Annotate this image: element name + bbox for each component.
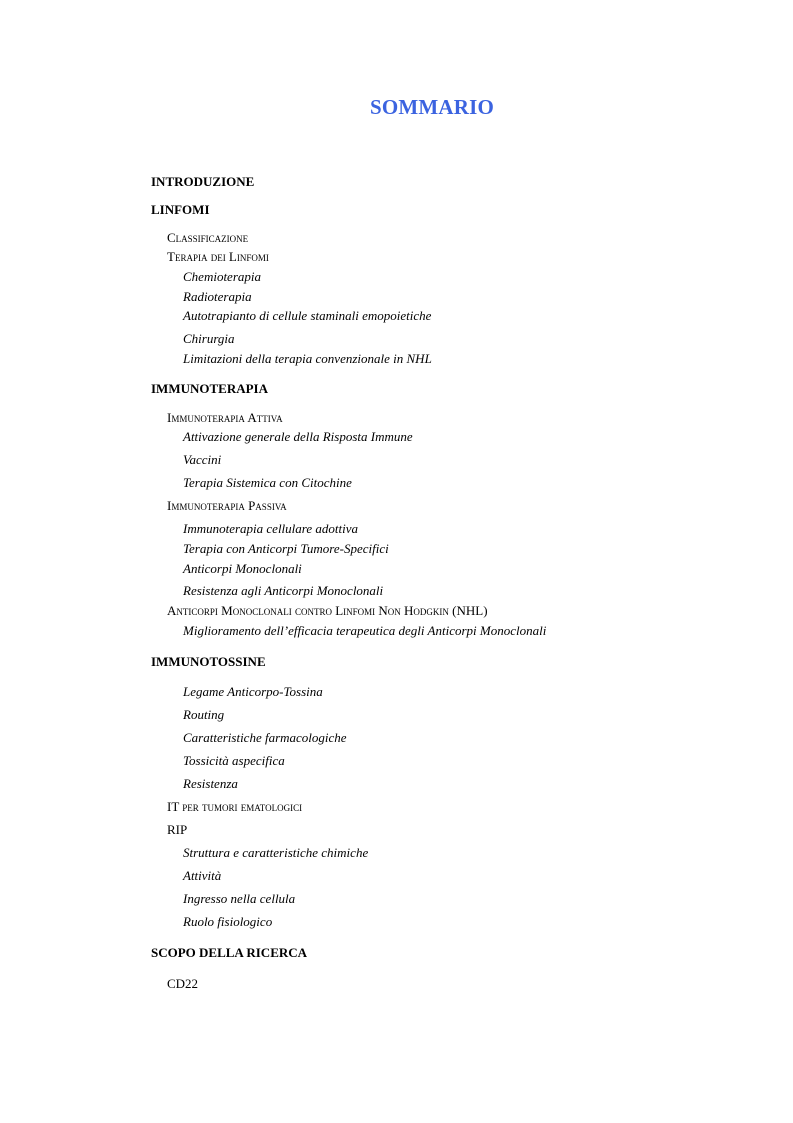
page-title: SOMMARIO bbox=[369, 95, 495, 119]
toc-subsection-classificazione[interactable]: Classificazione bbox=[167, 230, 249, 245]
toc-item-resistenza[interactable]: Resistenza bbox=[183, 776, 238, 791]
toc-subsection-terapia-linfomi[interactable]: Terapia dei Linfomi bbox=[167, 249, 269, 264]
toc-section-immunotossine[interactable]: IMMUNOTOSSINE bbox=[151, 654, 266, 669]
toc-item-terapia-anticorpi[interactable]: Terapia con Anticorpi Tumore-Specifici bbox=[183, 541, 389, 556]
toc-subsection-cd22[interactable]: CD22 bbox=[167, 976, 199, 991]
toc-item-attivazione[interactable]: Attivazione generale della Risposta Immune bbox=[183, 429, 413, 444]
toc-item-attivita[interactable]: Attività bbox=[183, 868, 222, 883]
toc-item-terapia-sistemica[interactable]: Terapia Sistemica con Citochine bbox=[183, 475, 352, 490]
toc-item-vaccini[interactable]: Vaccini bbox=[183, 452, 222, 467]
toc-section-linfomi[interactable]: LINFOMI bbox=[151, 202, 210, 217]
toc-item-chirurgia[interactable]: Chirurgia bbox=[183, 331, 235, 346]
toc-item-caratteristiche-farmacologiche[interactable]: Caratteristiche farmacologiche bbox=[183, 730, 347, 745]
toc-item-routing[interactable]: Routing bbox=[183, 707, 225, 722]
toc-item-legame[interactable]: Legame Anticorpo-Tossina bbox=[183, 684, 323, 699]
toc-section-immunoterapia[interactable]: IMMUNOTERAPIA bbox=[151, 381, 268, 396]
toc-item-chemioterapia[interactable]: Chemioterapia bbox=[183, 269, 261, 284]
toc-item-immunoterapia-cellulare[interactable]: Immunoterapia cellulare adottiva bbox=[183, 521, 358, 536]
toc-item-limitazioni[interactable]: Limitazioni della terapia convenzionale in NHL bbox=[183, 351, 432, 366]
toc-item-anticorpi-monoclonali[interactable]: Anticorpi Monoclonali bbox=[183, 561, 302, 576]
toc-subsection-immunoterapia-attiva[interactable]: Immunoterapia Attiva bbox=[167, 410, 283, 425]
toc-item-tossicita[interactable]: Tossicità aspecifica bbox=[183, 753, 285, 768]
toc-section-scopo[interactable]: SCOPO DELLA RICERCA bbox=[151, 945, 308, 960]
toc-subsection-anticorpi-nhl[interactable]: Anticorpi Monoclonali contro Linfomi Non Hodgkin (NHL) bbox=[167, 603, 488, 618]
toc-item-ruolo[interactable]: Ruolo fisiologico bbox=[183, 914, 273, 929]
toc-subsection-it-tumori[interactable]: IT per tumori ematologici bbox=[167, 799, 303, 814]
toc-item-radioterapia[interactable]: Radioterapia bbox=[183, 289, 252, 304]
toc-item-miglioramento[interactable]: Miglioramento dell’efficacia terapeutica degli Anticorpi Monoclonali bbox=[183, 623, 547, 638]
toc-item-resistenza-anticorpi[interactable]: Resistenza agli Anticorpi Monoclonali bbox=[183, 583, 384, 598]
toc-item-ingresso[interactable]: Ingresso nella cellula bbox=[183, 891, 296, 906]
toc-subsection-rip[interactable]: RIP bbox=[167, 822, 188, 837]
toc-item-struttura[interactable]: Struttura e caratteristiche chimiche bbox=[183, 845, 369, 860]
toc-subsection-immunoterapia-passiva[interactable]: Immunoterapia Passiva bbox=[167, 498, 287, 513]
toc-item-autotrapianto[interactable]: Autotrapianto di cellule staminali emopoietiche bbox=[183, 308, 432, 323]
toc-section-introduzione[interactable]: INTRODUZIONE bbox=[151, 174, 255, 189]
